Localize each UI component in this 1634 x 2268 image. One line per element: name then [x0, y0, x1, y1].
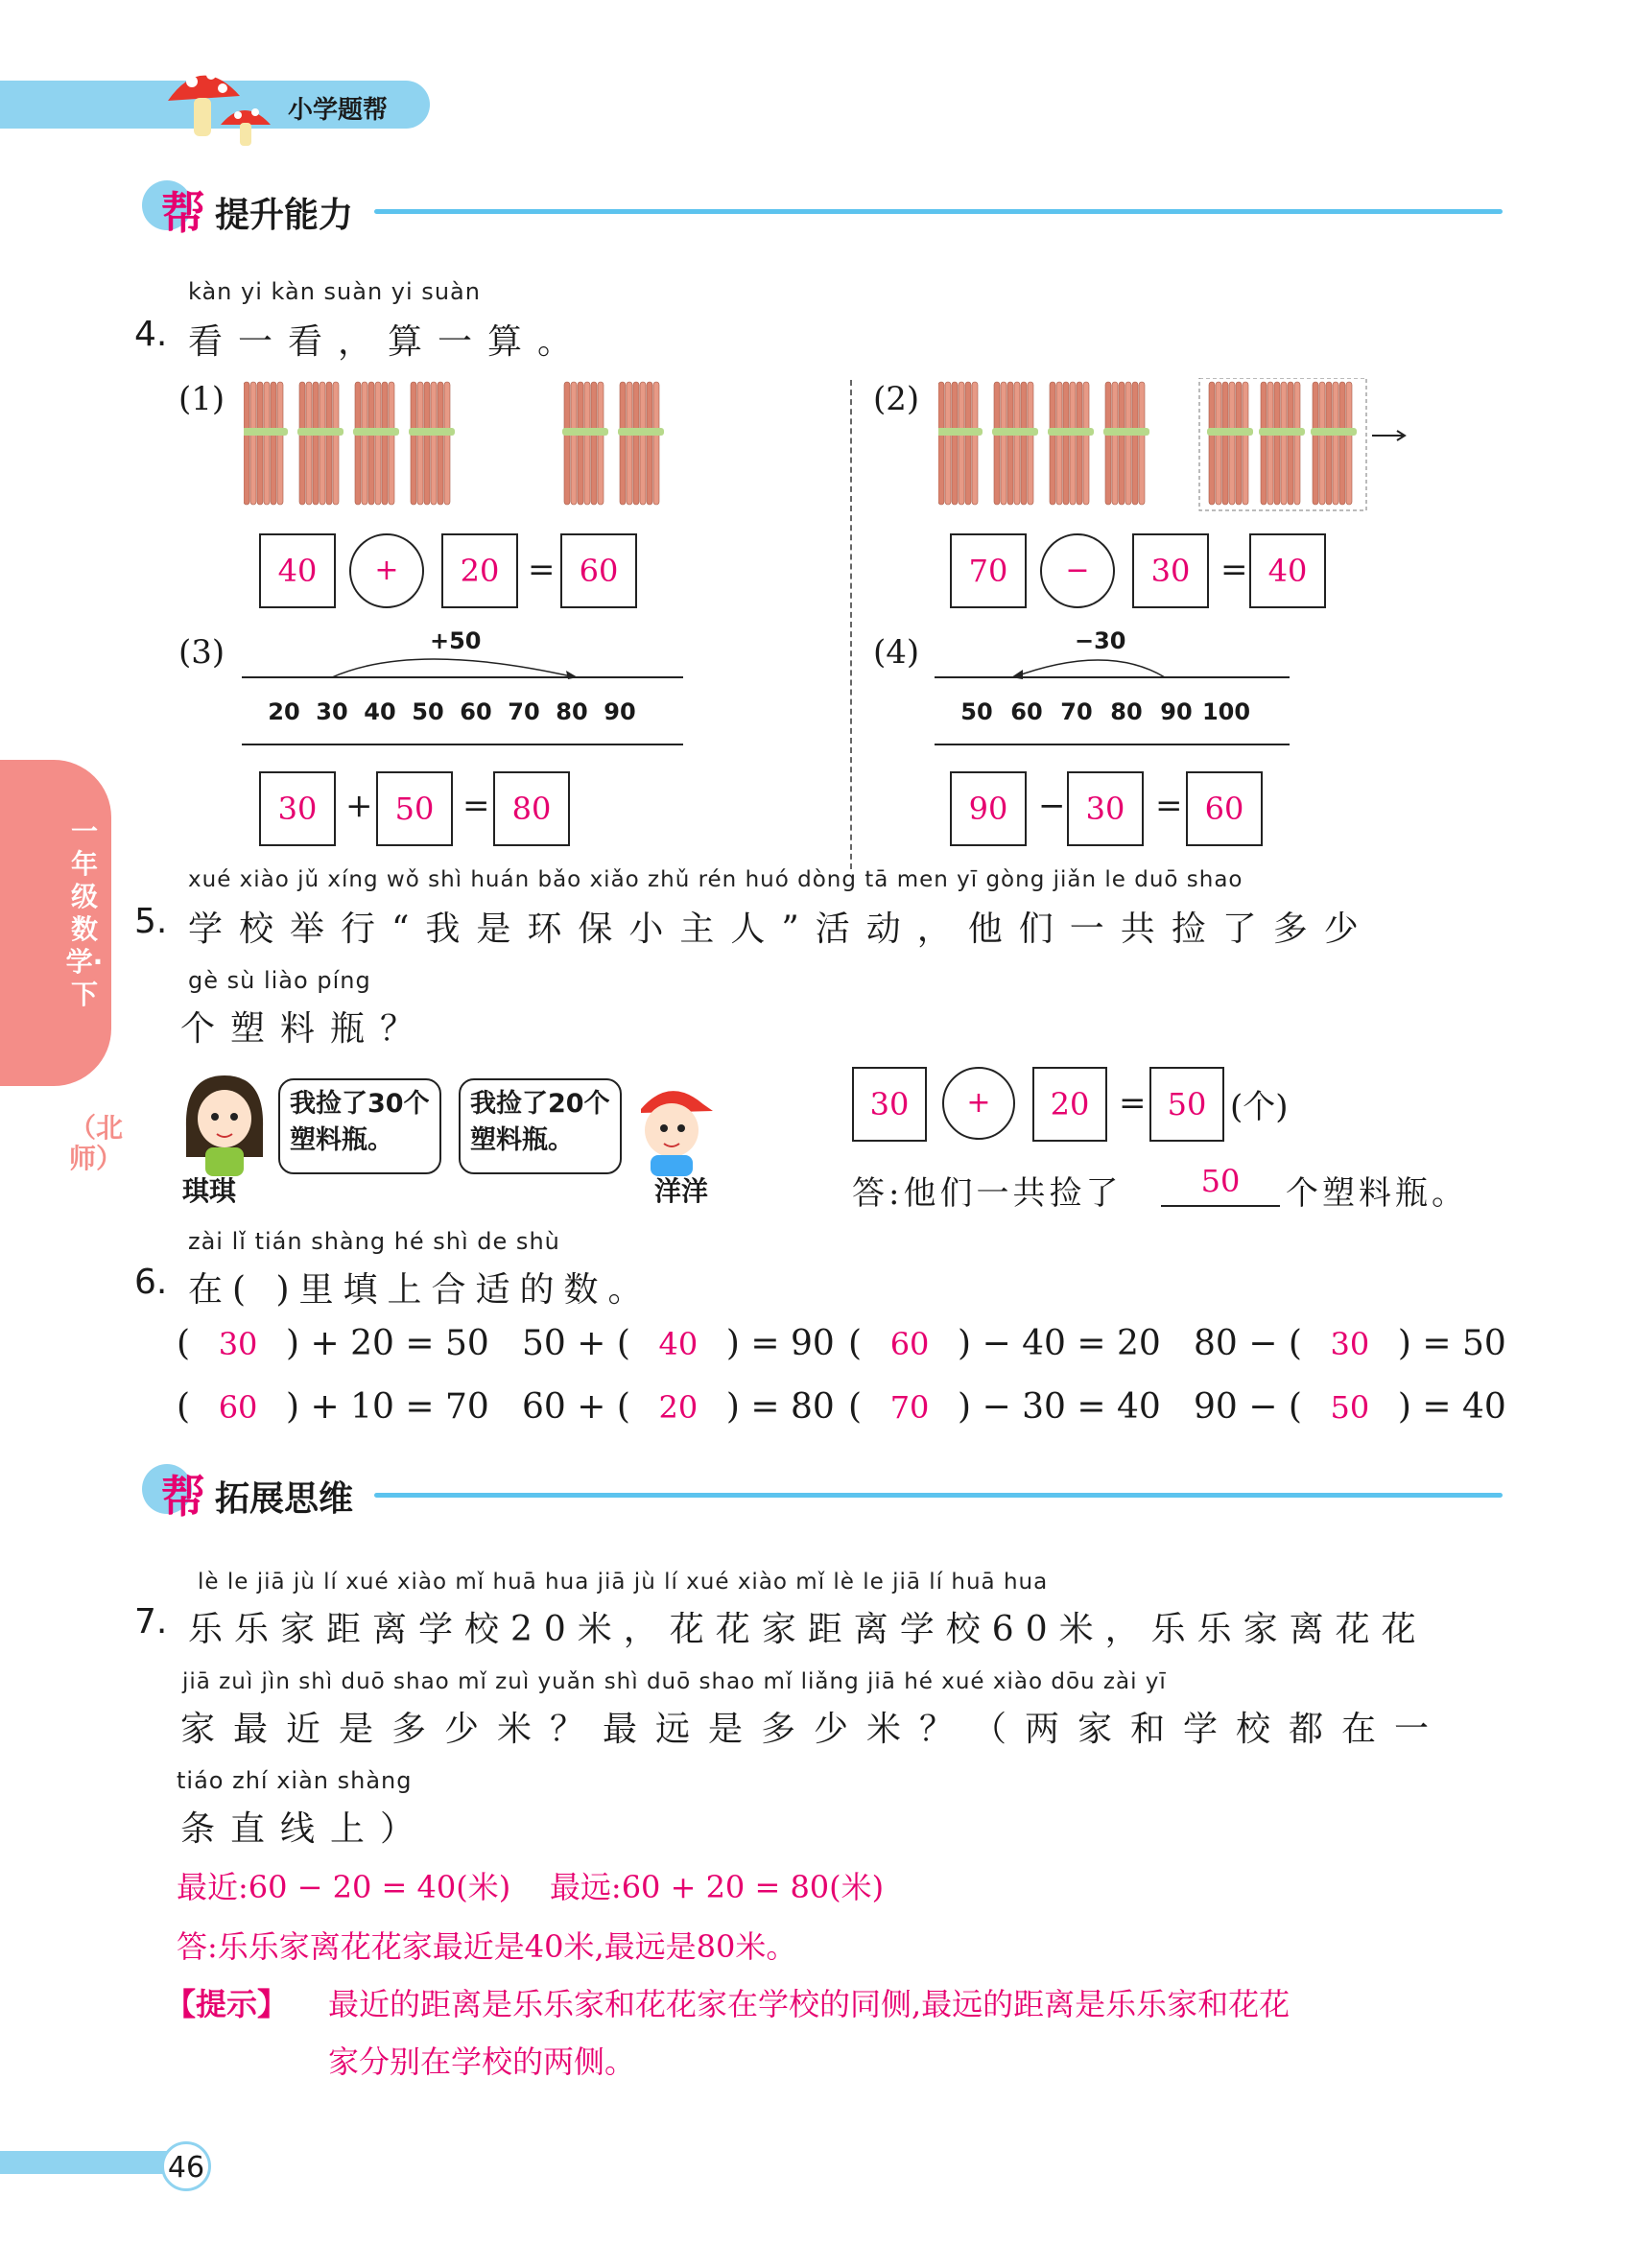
q4-p3-arc-label: +50: [430, 627, 482, 654]
girl-name: 琪琪: [182, 1175, 237, 1207]
tick-label: 80: [556, 698, 588, 725]
q5-pinyin-1: xué xiào jǔ xíng wǒ shì huán bǎo xiǎo zhǔ rén huó dòng tā men yī gòng jiǎn le duō shao: [188, 867, 1243, 892]
q6-equation-answer: 60: [889, 1326, 930, 1362]
q4-p2-op: −: [1040, 533, 1115, 608]
q4-p2-label: (2): [873, 380, 920, 418]
stick-bundle-icon: [938, 382, 983, 505]
q6-equation-prefix: 60 + (: [522, 1387, 630, 1427]
q6-equation: [1194, 1387, 1506, 1427]
q4-p4-a: 90: [950, 771, 1027, 846]
q5-op: +: [942, 1067, 1015, 1140]
q6-equation-prefix: 90 − (: [1194, 1387, 1302, 1427]
q5-answer-suffix: 个塑料瓶。: [1286, 1174, 1468, 1213]
stick-bundle-icon: [297, 382, 343, 505]
stick-bundle-icon: [618, 382, 664, 505]
tick-label: 70: [508, 698, 540, 725]
q5-answer-prefix: 答:他们一共捡了: [852, 1174, 1123, 1213]
q7-hint-line2: 家分别在学校的两侧。: [328, 2044, 636, 2080]
q7-text-1: 乐乐家距离学校20米，花花家距离学校60米，乐乐家离花花: [188, 1610, 1428, 1649]
q6-equation: [522, 1387, 835, 1427]
stick-bundle-icon: [1103, 382, 1149, 505]
stick-bundle-icon: [992, 382, 1038, 505]
q4-p2-sticks: [938, 378, 1428, 512]
boy-speech-bubble: 我捡了20个塑料瓶。: [459, 1078, 622, 1174]
q4-p4-b: 30: [1067, 771, 1144, 846]
stick-bundle-icon: [353, 382, 399, 505]
q4-p4-eq: =: [1155, 787, 1183, 825]
q5-unit: (个): [1230, 1088, 1289, 1126]
girl-speech-bubble: 我捡了30个塑料瓶。: [278, 1078, 441, 1174]
tick-label: 70: [1060, 698, 1093, 725]
boy-name: 洋洋: [654, 1175, 709, 1207]
q7-number: 7.: [134, 1602, 168, 1642]
q4-p1-eq: =: [528, 551, 556, 589]
tick-label: 90: [604, 698, 636, 725]
mushroom-logo-icon: [163, 58, 278, 149]
q4-p3-eq: =: [462, 787, 490, 825]
q4-p3-tick-labels: [242, 698, 683, 727]
q6-equation-prefix: 50 + (: [522, 1324, 630, 1363]
q4-p3-label: (3): [178, 633, 225, 672]
q4-text: 看一看，算一算。: [188, 322, 588, 362]
arrow-right-icon: [1372, 431, 1405, 440]
q5-pinyin-2: gè sù liào píng: [188, 967, 371, 994]
q7-work: 最近:60 − 20 = 40(米) 最远:60 + 20 = 80(米): [177, 1869, 885, 1905]
q6-equation: [177, 1324, 489, 1363]
page-number: 46: [161, 2141, 211, 2191]
q7-text-2: 家最近是多少米？最远是多少米？（两家和学校都在一: [180, 1710, 1448, 1749]
q7-answer: 答:乐乐家离花花家最近是40米,最远是80米。: [177, 1928, 797, 1965]
q6-equation: [177, 1387, 489, 1427]
stick-bundle-icon: [409, 382, 455, 505]
q7-pinyin-1: lè le jiā jù lí xué xiào mǐ huā hua jiā jù lí xué xiào mǐ lè le jiā lí huā hua: [198, 1570, 1049, 1595]
section1-divider: [374, 209, 1503, 214]
brand-title: 小学题帮: [288, 96, 389, 125]
q6-text: 在( )里填上合适的数。: [188, 1270, 652, 1310]
column-divider: [850, 380, 852, 869]
q5-answer-value: 50: [1200, 1163, 1241, 1199]
q7-pinyin-2: jiā zuì jìn shì duō shao mǐ zuì yuǎn shì duō shao mǐ liǎng jiā hé xué xiào dōu zài yī: [182, 1669, 1167, 1694]
q6-equation-suffix: ) = 90: [725, 1324, 835, 1363]
q7-pinyin-3: tiáo zhí xiàn shàng: [177, 1767, 413, 1794]
q4-p4-op: −: [1038, 787, 1066, 825]
q6-equation-suffix: ) + 10 = 70: [286, 1387, 489, 1427]
section1-title: 提升能力: [215, 196, 354, 235]
q6-equation-answer: 30: [1330, 1326, 1370, 1362]
q4-p1-b: 20: [441, 533, 518, 608]
q4-p4-arc-label: −30: [1075, 627, 1126, 654]
tick-label: 50: [412, 698, 444, 725]
q6-equation-prefix: (: [177, 1324, 191, 1363]
tick-label: 20: [268, 698, 300, 725]
q6-equation-answer: 40: [658, 1326, 699, 1362]
q5-b: 20: [1032, 1067, 1107, 1142]
q6-equation-suffix: ) = 80: [725, 1387, 835, 1427]
q6-equation-suffix: ) + 20 = 50: [286, 1324, 489, 1363]
q6-equation-suffix: ) = 50: [1397, 1324, 1506, 1363]
tick-label: 50: [960, 698, 993, 725]
tick-label: 60: [460, 698, 492, 725]
tick-label: 80: [1110, 698, 1143, 725]
section2-divider: [374, 1493, 1503, 1498]
q6-equation-prefix: 80 − (: [1194, 1324, 1302, 1363]
stick-bundle-icon: [562, 382, 608, 505]
section1-bang: 帮: [161, 187, 205, 239]
section2-title: 拓展思维: [215, 1479, 354, 1519]
q4-p1-result: 60: [560, 533, 637, 608]
q6-equation: [1194, 1324, 1506, 1363]
q7-text-3: 条直线上）: [180, 1809, 431, 1849]
q6-row2: [177, 1387, 1510, 1435]
q4-p3-result: 80: [493, 771, 570, 846]
q6-equation-answer: 20: [658, 1389, 699, 1426]
q6-equation-suffix: ) − 30 = 40: [958, 1387, 1161, 1427]
q4-p2-b: 30: [1132, 533, 1209, 608]
q4-number: 4.: [134, 315, 168, 354]
q6-equation-prefix: (: [177, 1387, 191, 1427]
side-tab-grade: 一年级数学·下: [65, 815, 104, 1010]
q4-p1-a: 40: [259, 533, 336, 608]
q5-text-1: 学校举行“我是环保小主人”活动，他们一共捡了多少: [188, 910, 1375, 949]
q6-equation-answer: 30: [218, 1326, 258, 1362]
q7-hint-label: 【提示】: [165, 1986, 289, 2022]
q6-equation-suffix: ) = 40: [1397, 1387, 1506, 1427]
q6-equation-answer: 60: [218, 1389, 258, 1426]
q4-p2-a: 70: [950, 533, 1027, 608]
tick-label: 100: [1201, 698, 1251, 725]
stick-bundle-icon: [1259, 382, 1305, 505]
stick-bundle-icon: [244, 382, 288, 505]
tick-label: 90: [1160, 698, 1193, 725]
q5-a: 30: [852, 1067, 927, 1142]
q4-p4-result: 60: [1186, 771, 1263, 846]
q5-answer-blank: [1161, 1163, 1280, 1207]
q6-equation-suffix: ) − 40 = 20: [958, 1324, 1161, 1363]
q4-p4-label: (4): [873, 633, 920, 672]
tick-label: 40: [364, 698, 396, 725]
q6-equation-answer: 70: [889, 1389, 930, 1426]
q4-p1-label: (1): [178, 380, 225, 418]
q4-p2-result: 40: [1249, 533, 1326, 608]
q4-p4-tick-labels: [935, 698, 1290, 727]
tick-label: 30: [316, 698, 348, 725]
q4-p1-sticks: [244, 378, 675, 512]
q5-text-2: 个塑料瓶？: [180, 1009, 431, 1049]
side-tab-edition: （北师）: [69, 1112, 124, 1174]
q6-equation-answer: 50: [1330, 1389, 1370, 1426]
q4-p3-a: 30: [259, 771, 336, 846]
q4-p3-op: +: [345, 787, 373, 825]
q5-result: 50: [1149, 1067, 1224, 1142]
girl-avatar: [177, 1071, 272, 1176]
q6-pinyin: zài lǐ tián shàng hé shì de shù: [188, 1228, 560, 1255]
q6-row1: [177, 1324, 1510, 1372]
stick-bundle-icon: [1048, 382, 1094, 505]
q6-number: 6.: [134, 1263, 168, 1302]
q5-number: 5.: [134, 902, 168, 941]
q5-eq: =: [1119, 1084, 1147, 1122]
stick-bundle-icon: [1311, 382, 1357, 505]
q7-hint-line1: 最近的距离是乐乐家和花花家在学校的同侧,最远的距离是乐乐家和花花: [328, 1986, 1291, 2022]
q4-pinyin: kàn yi kàn suàn yi suàn: [188, 278, 481, 305]
stick-bundle-icon: [1207, 382, 1253, 505]
q6-equation: [848, 1324, 1161, 1363]
boy-avatar: [622, 1071, 718, 1176]
q6-equation: [848, 1387, 1161, 1427]
section2-bang: 帮: [161, 1471, 205, 1523]
q4-p3-b: 50: [376, 771, 453, 846]
q4-p1-op: +: [349, 533, 424, 608]
q6-equation-prefix: (: [848, 1324, 863, 1363]
q6-equation: [522, 1324, 835, 1363]
q4-p2-eq: =: [1220, 551, 1248, 589]
q6-equation-prefix: (: [848, 1387, 863, 1427]
tick-label: 60: [1010, 698, 1043, 725]
